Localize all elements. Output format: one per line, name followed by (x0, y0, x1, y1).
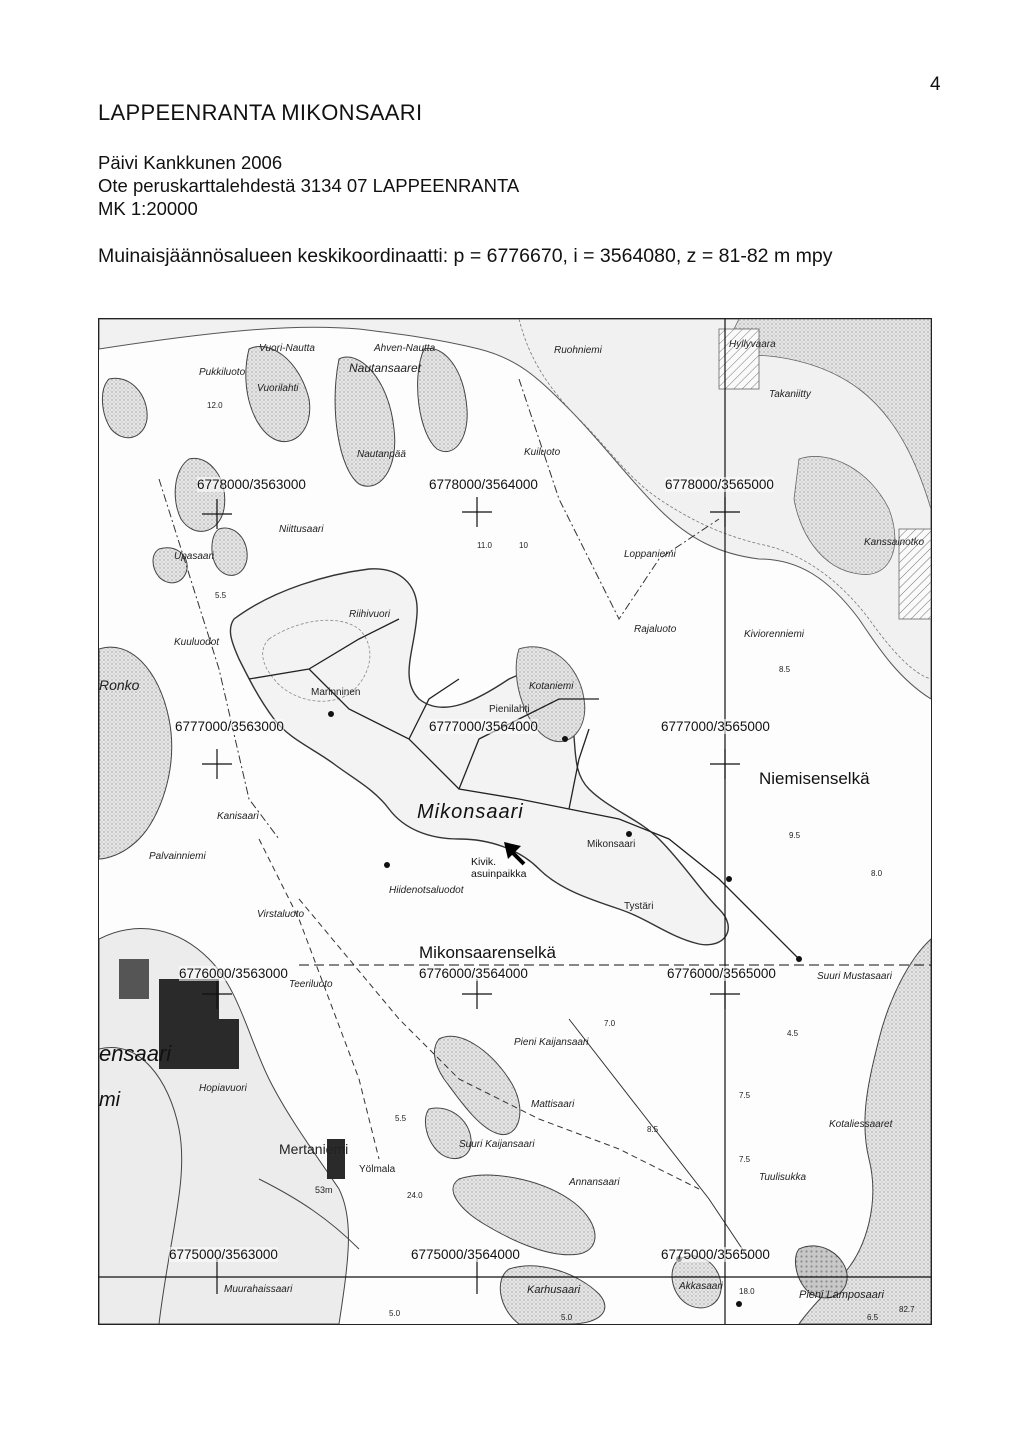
elevation-label: 82.7 (899, 1305, 915, 1314)
grid-label: 6777000/3564000 (429, 719, 538, 734)
place-label: Kanisaari (217, 811, 259, 822)
place-label: Hopiavuori (199, 1083, 247, 1094)
place-label: Kanssainotko (864, 537, 925, 548)
place-label: Hyllyvaara (729, 339, 776, 350)
grid-label: 6778000/3564000 (429, 477, 538, 492)
map-sheet-line: Ote peruskarttalehdestä 3134 07 LAPPEENRANTA (98, 175, 520, 196)
place-label: Pienilahti (489, 704, 530, 715)
place-label: Nautansaaret (349, 361, 422, 375)
site-label-line2: asuinpaikka (471, 868, 527, 880)
place-label: Tystäri (624, 901, 654, 912)
place-label: Suuri Mustasaari (817, 971, 893, 982)
place-label: Tuulisukka (759, 1172, 807, 1183)
place-label: Riihivuori (349, 609, 391, 620)
place-label: Ahven-Nautta (374, 343, 436, 354)
place-label: Teeriluoto (289, 979, 333, 990)
elevation-label: 4.5 (787, 1029, 799, 1038)
grid-label: 6777000/3563000 (175, 719, 284, 734)
grid-label: 6778000/3565000 (665, 477, 774, 492)
place-label: Hiidenotsaluodot (389, 885, 464, 896)
scale-line: MK 1:20000 (98, 198, 198, 219)
place-label: Mikonsaari (587, 839, 636, 850)
grid-label: 6775000/3565000 (661, 1247, 770, 1262)
place-label: Pieni Kaijansaari (514, 1037, 589, 1048)
place-label: Suuri Kaijansaari (459, 1139, 535, 1150)
place-label: Nautanpää (357, 449, 406, 460)
grid-label: 6776000/3565000 (667, 966, 776, 981)
lake-label-mikonsaarenselka: Mikonsaarenselkä (419, 943, 557, 962)
elevation-label: 7.0 (604, 1019, 616, 1028)
elevation-label: 12.0 (207, 401, 223, 410)
elevation-label: 6.5 (867, 1313, 879, 1322)
place-label: mi (99, 1089, 121, 1111)
place-label: Palvainniemi (149, 851, 206, 862)
grid-label: 6775000/3563000 (169, 1247, 278, 1262)
place-label: Rajaluoto (634, 624, 677, 635)
grid-label: 6776000/3564000 (419, 966, 528, 981)
elevation-label: 8.5 (779, 665, 791, 674)
island-label-mikonsaari: Mikonsaari (417, 801, 524, 823)
elevation-label: 5.0 (389, 1309, 401, 1318)
place-label: Loppaniemi (624, 549, 676, 560)
elevation-label: 5.5 (395, 1114, 407, 1123)
place-label: Kotaniemi (529, 681, 574, 692)
place-label: Vuori-Nautta (259, 343, 315, 354)
center-coordinates: Muinaisjäännösalueen keskikoordinaatti: p = 6776670, i = 3564080, z = 81-82 m mpy (98, 245, 833, 267)
grid-label: 6776000/3563000 (179, 966, 288, 981)
elevation-label: 10 (519, 541, 528, 550)
place-label: Mattisaari (531, 1099, 575, 1110)
place-label: Vuorilahti (257, 383, 299, 394)
elevation-label: 8.0 (871, 869, 883, 878)
place-label: Virstaluoto (257, 909, 305, 920)
place-label: Pieni Lamposaari (799, 1289, 884, 1301)
building (119, 959, 149, 999)
place-label: Ruohniemi (554, 345, 602, 356)
grid-label: 6778000/3563000 (197, 477, 306, 492)
place-label: Muurahaissaari (224, 1284, 293, 1295)
elevation-label: 11.0 (477, 541, 492, 550)
document-title: LAPPEENRANTA MIKONSAARI (98, 100, 423, 125)
elevation-label: 5.0 (561, 1313, 573, 1322)
place-label: Annansaari (569, 1177, 620, 1188)
place-label: Akkasaari (679, 1281, 723, 1292)
place-label: Marinninen (311, 687, 361, 698)
author-line: Päivi Kankkunen 2006 (98, 152, 283, 173)
place-label: Kuuluodot (174, 637, 220, 648)
place-label: ensaari (99, 1041, 172, 1066)
elevation-label: 24.0 (407, 1191, 423, 1200)
lake-label-niemisenselka: Niemisenselkä (759, 769, 870, 788)
place-label: Kotaliessaaret (829, 1119, 893, 1130)
elevation-label: 7.5 (739, 1155, 751, 1164)
topographic-map (98, 318, 932, 1325)
elevation-label: 8.5 (647, 1125, 659, 1134)
elevation-label: 5.5 (215, 591, 227, 600)
site-label-line1: Kivik. (471, 856, 497, 868)
place-label: Pukkiluoto (199, 367, 246, 378)
place-label: Karhusaari (527, 1284, 581, 1296)
elevation-label: 53m (315, 1185, 333, 1195)
elevation-label: 7.5 (739, 1091, 751, 1100)
elevation-label: 9.5 (789, 831, 801, 840)
place-label: Kiviorenniemi (744, 629, 805, 640)
elevation-label: 18.0 (739, 1287, 755, 1296)
place-label: Mertaniemi (279, 1141, 349, 1157)
place-label: Takaniitty (769, 389, 811, 400)
grid-label: 6775000/3564000 (411, 1247, 520, 1262)
place-label: Yölmala (359, 1164, 396, 1175)
place-label: Upasaari (174, 551, 215, 562)
place-label: Ronko (99, 677, 140, 693)
place-label: Kuiluoto (524, 447, 561, 458)
page-number: 4 (930, 74, 941, 95)
building (219, 1019, 239, 1069)
grid-label: 6777000/3565000 (661, 719, 770, 734)
place-label: Niittusaari (279, 524, 324, 535)
